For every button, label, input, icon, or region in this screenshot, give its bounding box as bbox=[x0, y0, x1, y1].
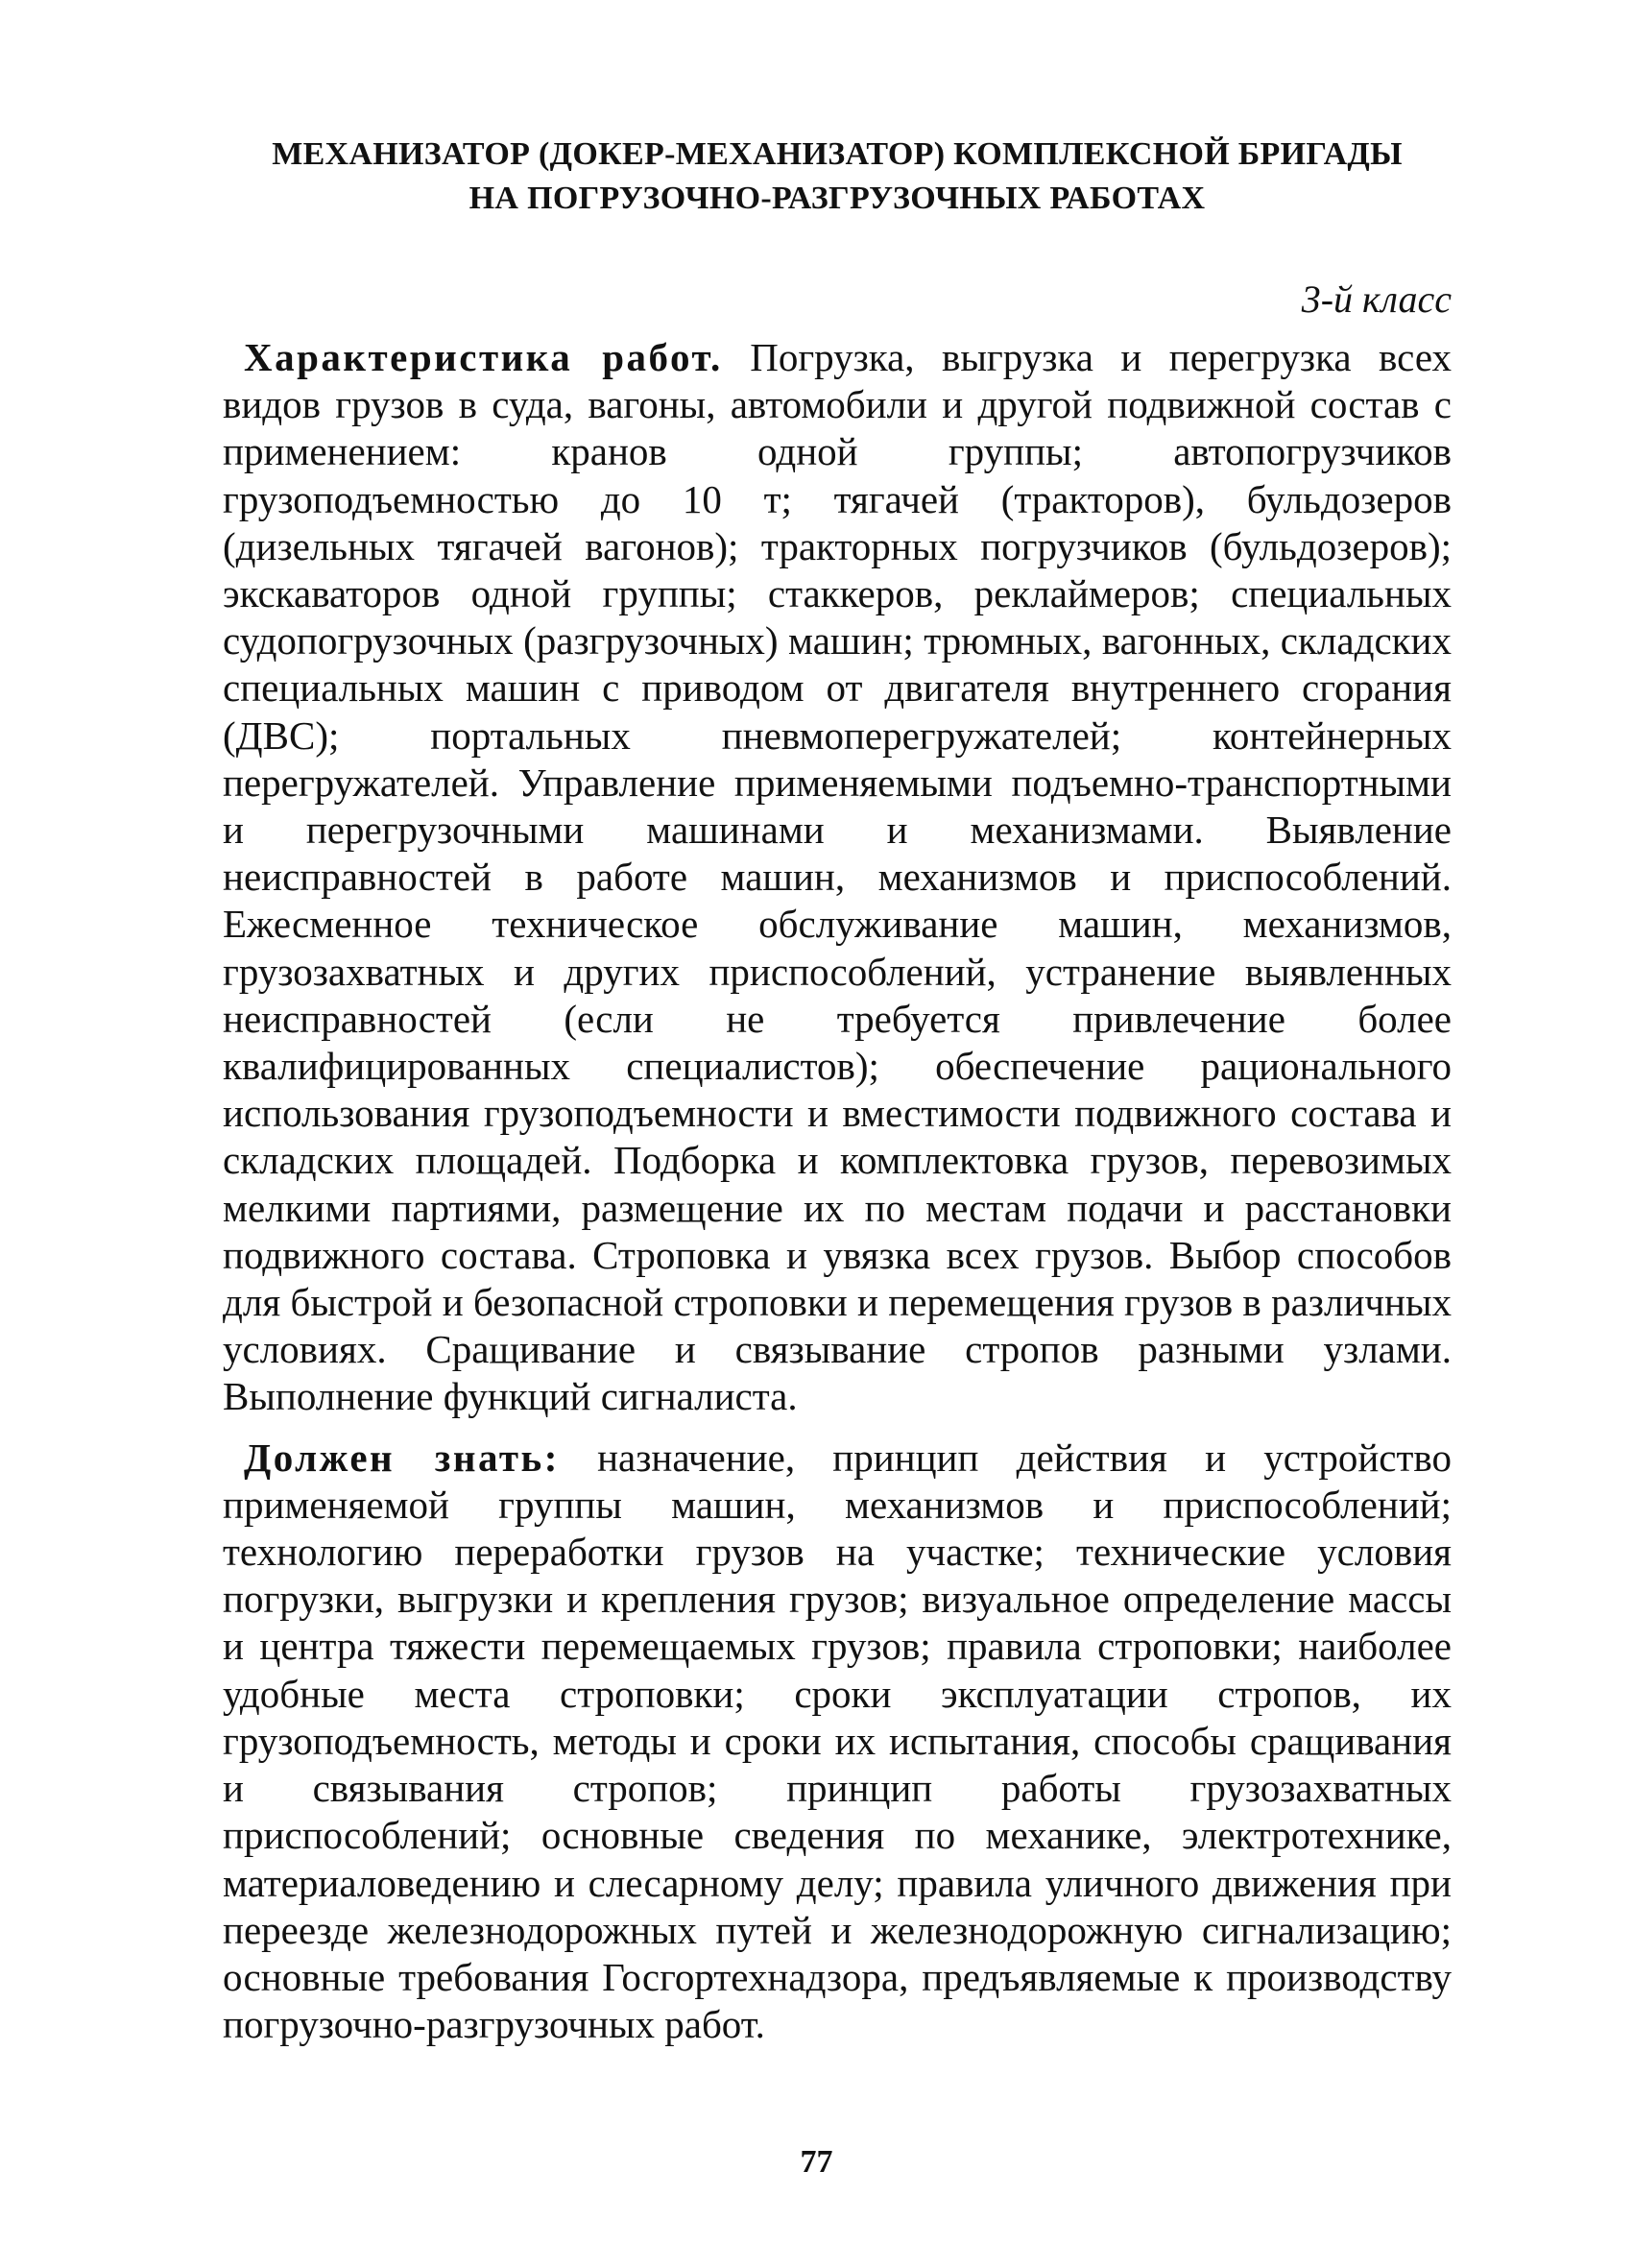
section-must-know bbox=[223, 1435, 1452, 2049]
title-line-1: МЕХАНИЗАТОР (ДОКЕР-МЕХАНИЗАТОР) КОМПЛЕКСНОЙ БРИГАДЫ bbox=[272, 136, 1403, 172]
section-heading: Характеристика работ. bbox=[244, 335, 723, 379]
title-line-2: НА ПОГРУЗОЧНО-РАЗГРУЗОЧНЫХ РАБОТАХ bbox=[468, 181, 1206, 216]
grade-label: 3-й класс bbox=[1301, 277, 1452, 321]
section-text: Погрузка, выгрузка и перегрузка всех видов грузов в суда, вагоны, автомобили и другой подвижной состав с применением: кранов одной группы; автопогрузчиков грузоподъемностью до 10 т; тягачей (тракторов), бульдозеров (дизельных тягачей вагонов); тракторных погрузчиков (бульдозеров); экскаваторов одной группы; стаккеров, реклаймеров; специальных судопогрузочных (разгрузочных) машин; трюмных, вагонных, складских специальных машин с приводом от двигателя внутреннего сгорания (ДВС); портальных пневмоперегружателей; контейнерных перегружателей. Управление применяемыми подъемно-транспортными и перегрузочными машинами и механизмами. Выявление неисправностей в работе машин, механизмов и приспособлений. Ежесменное техническое обслуживание машин, механизмов, грузозахватных и других приспособлений, устранение выявленных неисправностей (если не требуется привлечение более квалифицированных специалистов); обеспечение рационального использования грузоподъемности и вместимости подвижного состава и складских площадей. Подборка и комплектовка грузов, перевозимых мелкими партиями, размещение их по местам подачи и расстановки подвижного состава. Строповка и увязка всех грузов. Выбор способов для быстрой и безопасной строповки и перемещения грузов в различных условиях. Сращивание и связывание стропов разными узлами. Выполнение функций сигналиста. bbox=[223, 335, 1453, 1419]
section-text: назначение, принцип действия и устройство применяемой группы машин, механизмов и приспособлений; технологию переработки грузов на участке; технические условия погрузки, выгрузки и крепления грузов; визуальное определение массы и центра тяжести перемещаемых грузов; правила строповки; наиболее удобные места строповки; сроки эксплуатации стропов, их грузоподъемность, методы и сроки их испытания, способы сращивания и связывания стропов; принцип работы грузозахватных приспособлений; основные сведения по механике, электротехнике, материаловедению и слесарному делу; правила уличного движения при переезде железнодорожных путей и железнодорожную сигнализацию; основные требования Госгортехнадзора, предъявляемые к производству погрузочно-разгрузочных работ. bbox=[223, 1435, 1452, 2047]
section-heading: Должен знать: bbox=[244, 1435, 560, 1480]
page-number: 77 bbox=[800, 2144, 833, 2180]
section-work-characteristics bbox=[223, 334, 1452, 1421]
document-title bbox=[223, 133, 1452, 221]
document-page bbox=[223, 133, 1452, 2048]
